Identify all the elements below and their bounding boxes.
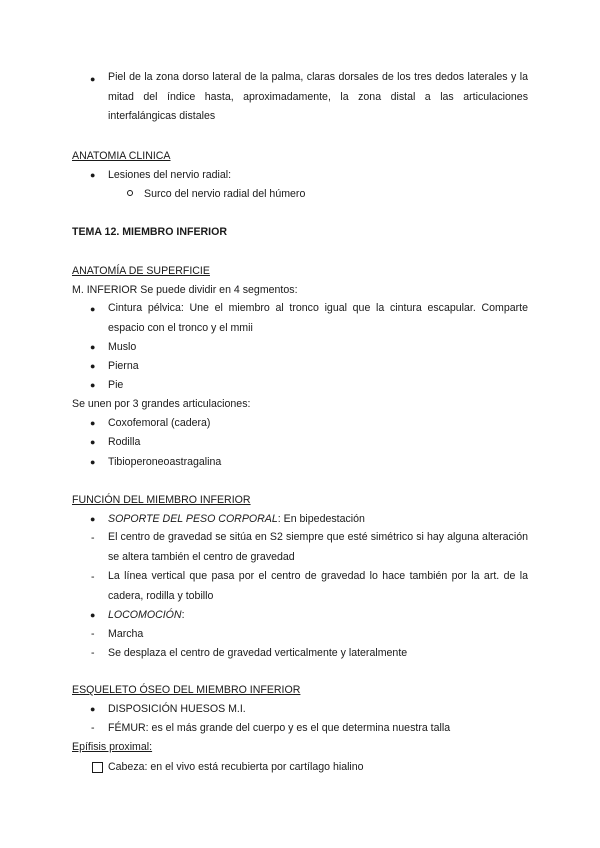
soporte-label: SOPORTE DEL PESO CORPORAL [108, 513, 278, 525]
section-heading-esqueleto: ESQUELETO ÓSEO DEL MIEMBRO INFERIOR [72, 684, 301, 696]
chapter-title: TEMA 12. MIEMBRO INFERIOR [72, 226, 227, 238]
dash-marker: - [91, 722, 95, 734]
section-heading-anatomia-clinica: ANATOMIA CLINICA [72, 150, 171, 162]
list-item: Coxofemoral (cadera) [108, 417, 211, 429]
hollow-bullet-icon [127, 190, 133, 196]
list-item: Rodilla [108, 436, 141, 448]
bullet-icon: ● [90, 457, 96, 467]
dash-marker: - [91, 532, 95, 544]
bullet-icon: ● [90, 437, 96, 447]
list-item: DISPOSICIÓN HUESOS M.I. [108, 703, 246, 715]
section-heading-superficie: ANATOMÍA DE SUPERFICIE [72, 265, 210, 277]
paragraph: Se unen por 3 grandes articulaciones: [72, 398, 251, 410]
bullet-icon: ● [90, 610, 96, 620]
dash-item: El centro de gravedad se sitúa en S2 siempre que esté simétrico si hay alguna alteración se altera también el centro de gravedad [108, 531, 528, 563]
soporte-text: : En bipedestación [277, 513, 365, 525]
bullet-icon: ● [90, 170, 96, 180]
locomocion-text: : [181, 609, 185, 621]
list-item: Lesiones del nervio radial: [108, 169, 232, 181]
dash-marker: - [91, 628, 95, 640]
dash-marker: - [91, 571, 95, 583]
checkbox-icon [92, 762, 103, 773]
bullet-icon: ● [90, 514, 96, 524]
list-item: Tibioperoneoastragalina [108, 456, 222, 468]
dash-item: La línea vertical que pasa por el centro de gravedad lo hace también por la art. de la cadera, rodilla y tobillo [108, 570, 528, 602]
section-heading-funcion: FUNCIÓN DEL MIEMBRO INFERIOR [72, 494, 251, 506]
sub-heading-epifisis: Epífisis proximal: [72, 741, 153, 753]
locomocion-label: LOCOMOCIÓN [108, 609, 182, 621]
list-item [108, 608, 185, 622]
dash-item: FÉMUR: es el más grande del cuerpo y es el que determina nuestra talla [108, 722, 451, 734]
bullet-icon: ● [90, 704, 96, 714]
bullet-icon: ● [90, 418, 96, 428]
intro-bullet-text: Piel de la zona dorso lateral de la palma, claras dorsales de los tres dedos laterales y la mitad del índice hasta, aproximadamente, la zona distal a las articulaciones interfalángicas distales [108, 71, 528, 122]
list-item: Pierna [108, 360, 139, 372]
paragraph: M. INFERIOR Se puede dividir en 4 segmentos: [72, 284, 298, 296]
bullet-icon: ● [90, 380, 96, 390]
checkbox-item: Cabeza: en el vivo está recubierta por cartílago hialino [108, 761, 364, 773]
sub-list-item: Surco del nervio radial del húmero [144, 188, 306, 200]
list-item: Pie [108, 379, 124, 391]
dash-item: Se desplaza el centro de gravedad verticalmente y lateralmente [108, 647, 408, 659]
bullet-icon: ● [90, 74, 96, 84]
dash-item: Marcha [108, 628, 144, 640]
list-item: Cintura pélvica: Une el miembro al tronco igual que la cintura escapular. Comparte espacio con el tronco y el mmii [108, 302, 528, 334]
bullet-icon: ● [90, 361, 96, 371]
list-item: Muslo [108, 341, 137, 353]
bullet-icon: ● [90, 342, 96, 352]
bullet-icon: ● [90, 304, 96, 314]
dash-marker: - [91, 647, 95, 659]
list-item [108, 512, 365, 526]
